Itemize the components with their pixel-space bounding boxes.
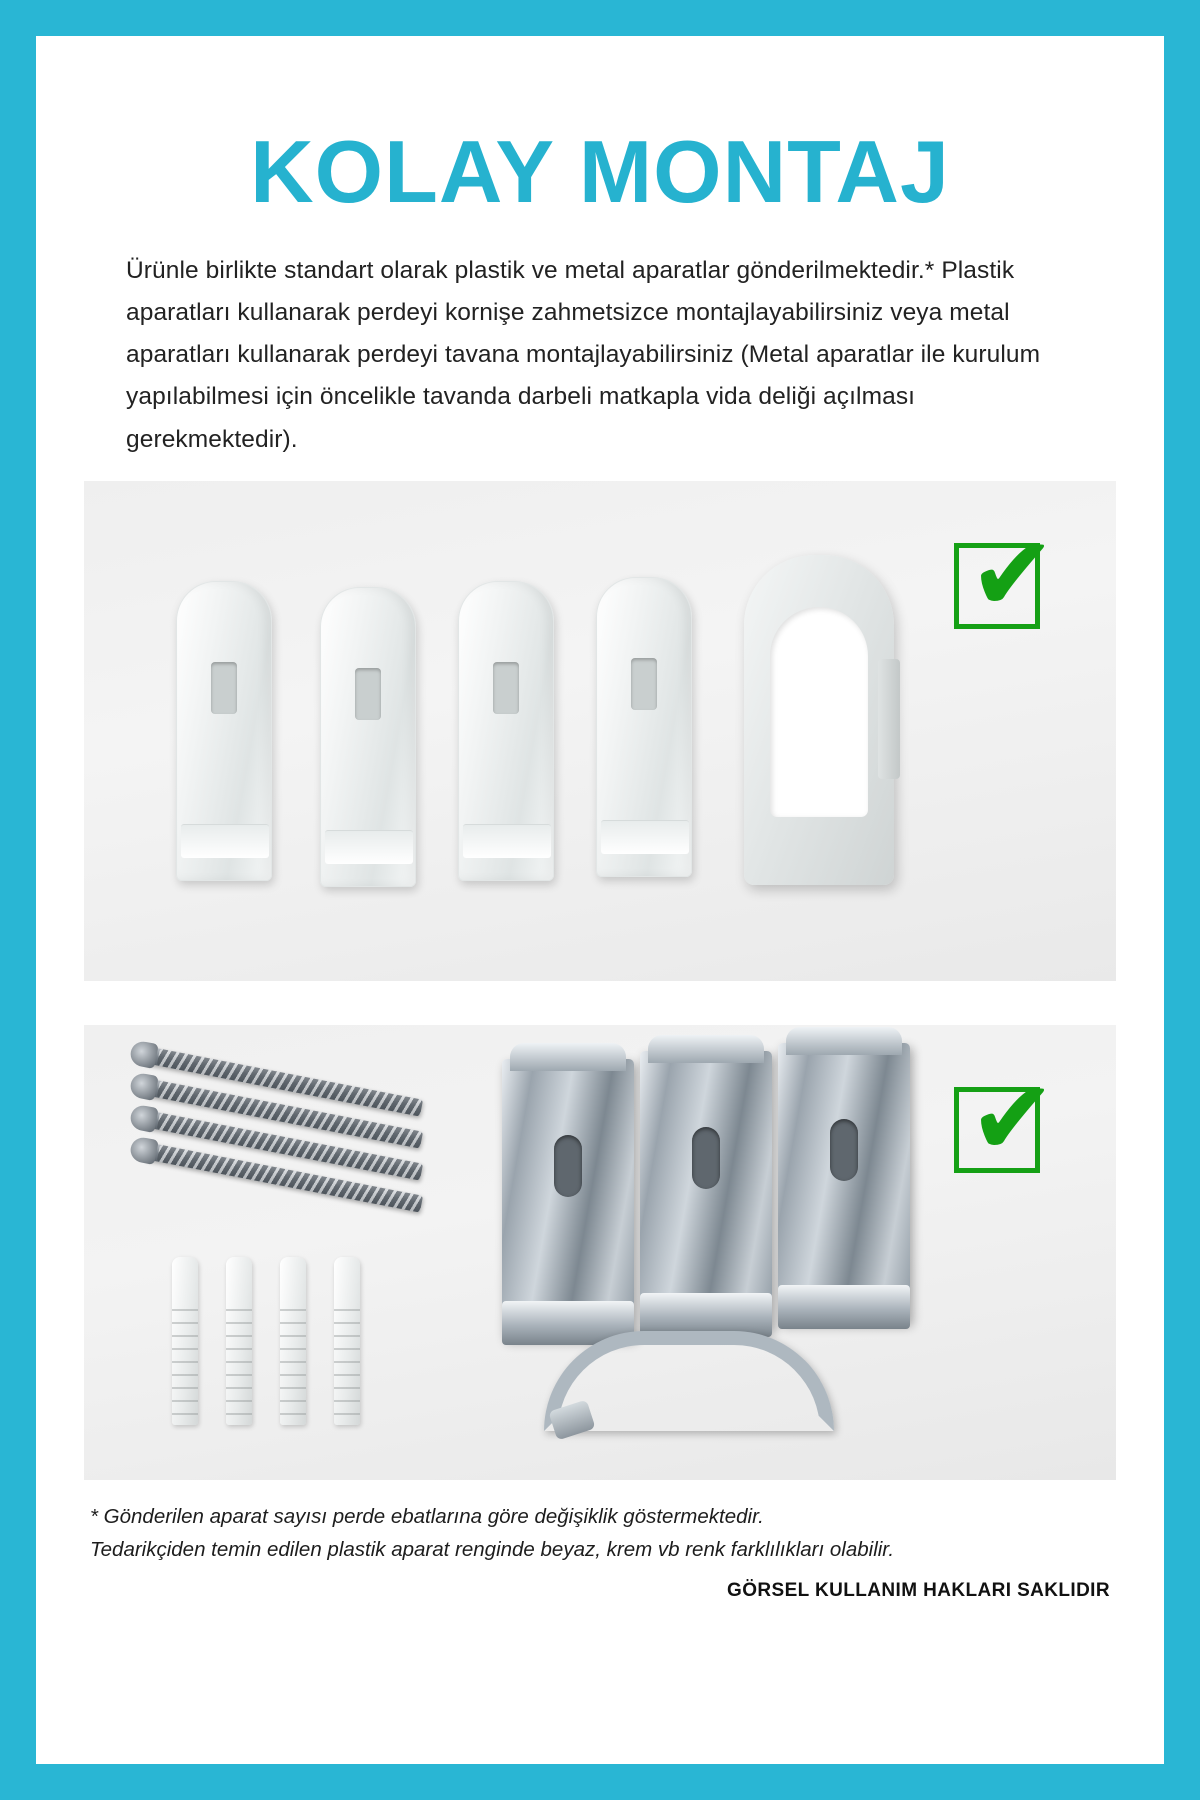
metal-bracket-2 <box>640 1051 772 1331</box>
clip-lip <box>181 824 269 858</box>
footnotes <box>84 1500 1116 1566</box>
clip-slot-icon <box>355 668 381 720</box>
bracket-slot-icon <box>692 1127 720 1189</box>
clip-lip <box>325 830 413 864</box>
clip-slot-icon <box>493 662 519 714</box>
poster-content <box>36 36 1164 1764</box>
copyright-notice: GÖRSEL KULLANIM HAKLARI SAKLIDIR <box>727 1580 1110 1602</box>
plastic-clip-2 <box>320 587 416 887</box>
check-icon: ✔ <box>969 1056 1057 1179</box>
end-cap-tab <box>878 659 900 779</box>
check-box-plastic <box>954 512 1057 635</box>
footnote-line-1: * Gönderilen aparat sayısı perde ebatlarına göre değişiklik göstermektedir. <box>90 1504 764 1528</box>
plastic-parts-photo <box>84 481 1116 981</box>
plug-ribs <box>334 1309 360 1415</box>
plastic-clip-1 <box>176 581 272 881</box>
metal-curved-clip <box>544 1331 834 1431</box>
page-title: KOLAY MONTAJ <box>250 122 950 221</box>
plug-ribs <box>172 1309 198 1415</box>
clip-slot-icon <box>211 662 237 714</box>
bracket-foot <box>778 1285 910 1329</box>
bracket-slot-icon <box>830 1119 858 1181</box>
intro-paragraph: Ürünle birlikte standart olarak plastik ve metal aparatlar gönderilmektedir.* Plastik aparatları kullanarak perdeyi kornişe zahmetsizce montajlayabilirsiniz veya metal aparatları kullanarak perdeyi tavana montajlayabilirsiniz (Metal aparatlar ile kurulum yapılabilmesi için öncelikle tavanda darbeli matkapla vida deliği açılması gerekmektedir). <box>126 257 1041 453</box>
bracket-hook <box>510 1043 626 1071</box>
footnote-line-2: Tedarikçiden temin edilen plastik aparat renginde beyaz, krem vb renk farklılıkları olabilir. <box>90 1537 895 1561</box>
bracket-slot-icon <box>554 1135 582 1197</box>
bracket-hook <box>648 1035 764 1063</box>
clip-slot-icon <box>631 658 657 710</box>
wall-plug-4 <box>334 1257 360 1425</box>
metal-bracket-1 <box>502 1059 634 1339</box>
check-icon: ✔ <box>969 512 1057 635</box>
plastic-end-cap <box>744 555 894 885</box>
clip-lip <box>601 820 689 854</box>
metal-parts-photo <box>84 1025 1116 1480</box>
clip-lip <box>463 824 551 858</box>
plastic-clip-4 <box>596 577 692 877</box>
wall-plug-2 <box>226 1257 252 1425</box>
plug-ribs <box>280 1309 306 1415</box>
plug-ribs <box>226 1309 252 1415</box>
wall-plug-1 <box>172 1257 198 1425</box>
wall-plug-3 <box>280 1257 306 1425</box>
metal-bracket-3 <box>778 1043 910 1323</box>
check-box-metal <box>954 1056 1057 1179</box>
end-cap-notch <box>770 607 868 817</box>
bracket-hook <box>786 1027 902 1055</box>
plastic-clip-3 <box>458 581 554 881</box>
